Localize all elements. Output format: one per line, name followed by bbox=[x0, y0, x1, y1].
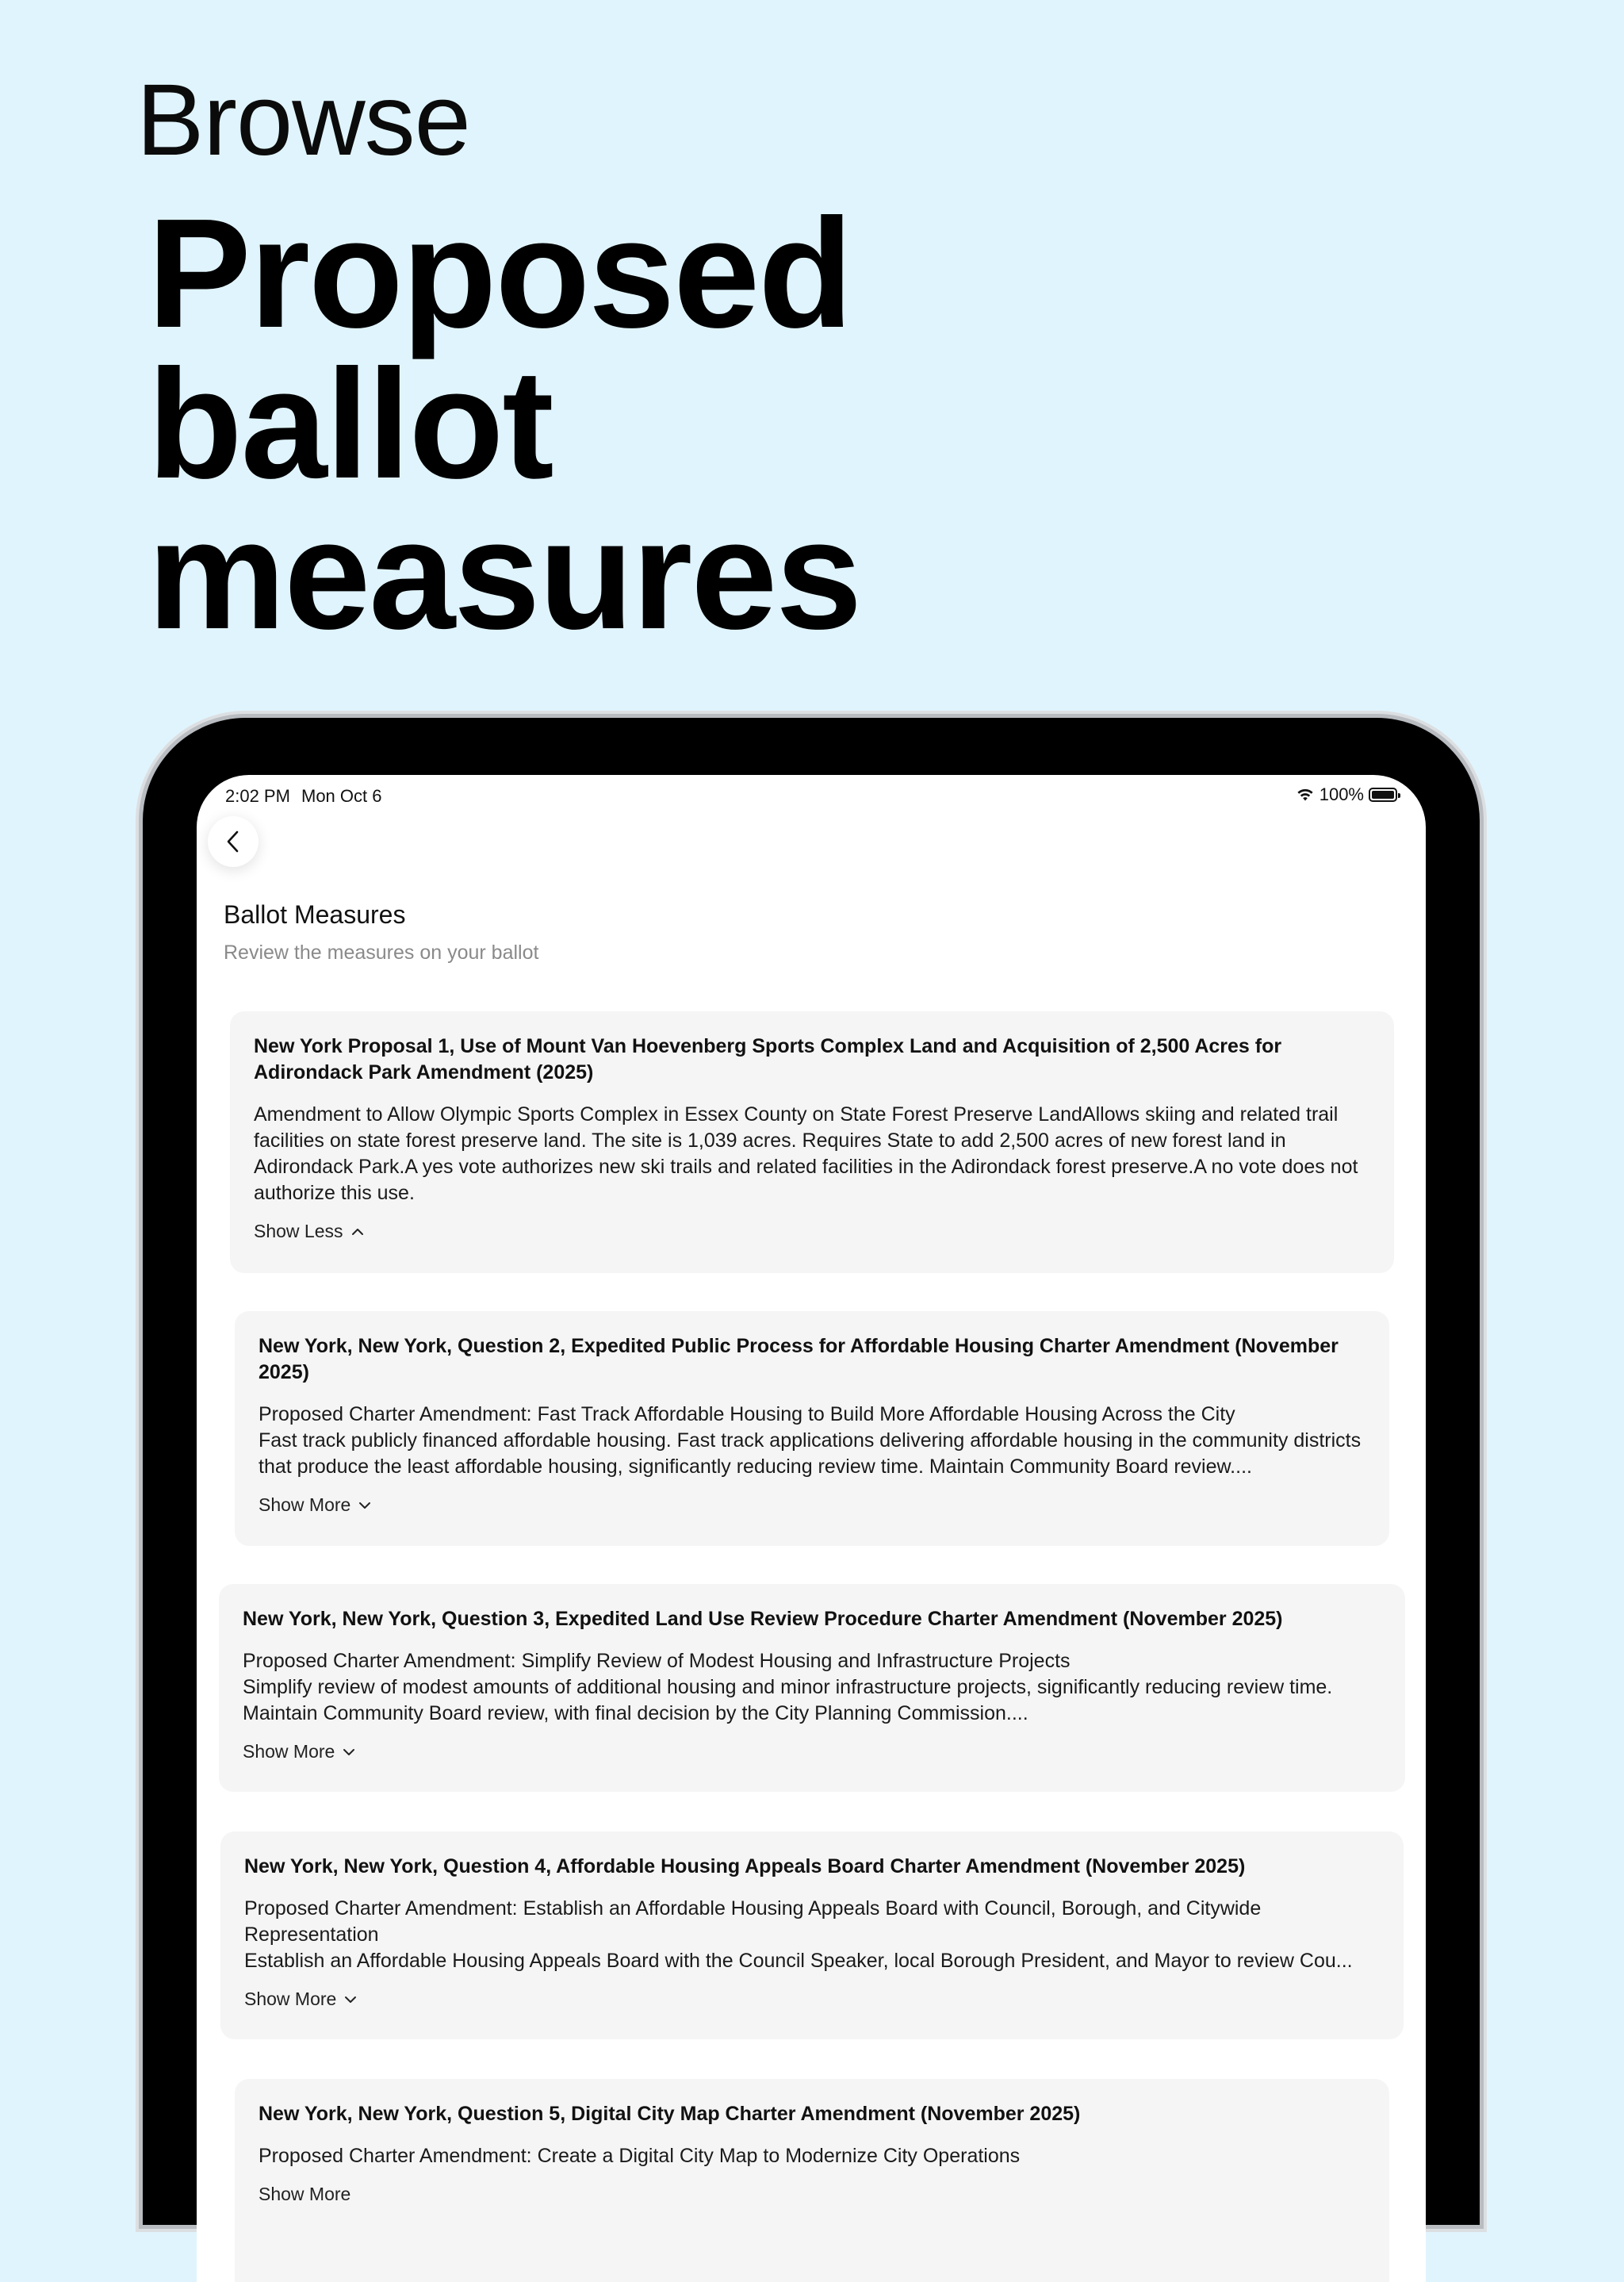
measure-card bbox=[220, 1831, 1404, 2039]
wifi-icon bbox=[1296, 788, 1315, 802]
battery-icon bbox=[1369, 788, 1397, 802]
chevron-up-icon bbox=[351, 1228, 364, 1236]
measure-description: Proposed Charter Amendment: Simplify Review of Modest Housing and Infrastructure Projects Simplify review of modest amounts of additional housing and minor infrastructure projects, significantly reducing review time. Maintain Community Board review, with final decision by the City Planning Commission.... bbox=[243, 1650, 1333, 1724]
measure-card bbox=[219, 1584, 1405, 1792]
battery-percentage: 100% bbox=[1319, 784, 1364, 804]
hero-title bbox=[147, 186, 1258, 662]
measure-description: Amendment to Allow Olympic Sports Complex in Essex County on State Forest Preserve LandAllows skiing and related trail facilities on state forest preserve land. The site is 1,039 acres. Requires State to add 2,500 acres of new forest land in Adirondack Park.A yes vote authorizes new ski trails and related facilities in the Adirondack forest preserve.A no vote does not authorize this use. bbox=[254, 1103, 1358, 1204]
show-more-button[interactable] bbox=[243, 1741, 355, 1762]
show-more-button[interactable] bbox=[259, 2184, 350, 2205]
show-more-button[interactable] bbox=[259, 1494, 371, 1516]
toggle-label: Show Less bbox=[254, 1221, 343, 1241]
toggle-label: Show More bbox=[244, 1989, 337, 2009]
measure-title: New York, New York, Question 4, Affordable Housing Appeals Board Charter Amendment (November 2025) bbox=[244, 1855, 1246, 1877]
back-button[interactable] bbox=[208, 816, 259, 867]
chevron-down-icon bbox=[358, 1502, 371, 1509]
hero-title-line: measures bbox=[147, 488, 861, 662]
measure-title: New York Proposal 1, Use of Mount Van Hoevenberg Sports Complex Land and Acquisition of 2,500 Acres for Adirondack Park Amendment (2025) bbox=[254, 1035, 1282, 1083]
status-indicators bbox=[1296, 784, 1397, 805]
status-date: Mon Oct 6 bbox=[301, 786, 382, 806]
chevron-left-icon bbox=[225, 830, 241, 853]
show-more-button[interactable] bbox=[244, 1989, 357, 2010]
app-screen bbox=[197, 775, 1426, 2282]
page-title: Ballot Measures bbox=[224, 900, 406, 929]
measure-description: Proposed Charter Amendment: Establish an Affordable Housing Appeals Board with Council, Borough, and Citywide Representation Establish an Affordable Housing Appeals Board with the Council Speaker, local Borough President, and Mayor to review Cou... bbox=[244, 1897, 1353, 1972]
hero-title-line: ballot bbox=[147, 337, 553, 511]
toggle-label: Show More bbox=[259, 1494, 351, 1515]
measure-title: New York, New York, Question 3, Expedited Land Use Review Procedure Charter Amendment (November 2025) bbox=[243, 1608, 1283, 1630]
tablet-device-frame bbox=[143, 718, 1480, 2225]
measure-description: Proposed Charter Amendment: Fast Track Affordable Housing to Build More Affordable Housing Across the City Fast track publicly financed affordable housing. Fast track applications delivering affordable housing in the community districts that produce the least affordable housing, significantly reducing review time. Maintain Community Board review.... bbox=[259, 1403, 1362, 1478]
toggle-label: Show More bbox=[243, 1741, 335, 1762]
measure-description: Proposed Charter Amendment: Create a Digital City Map to Modernize City Operations bbox=[259, 2145, 1021, 2167]
toggle-label: Show More bbox=[259, 2184, 351, 2204]
status-bar bbox=[197, 775, 1426, 815]
hero-title-line: Proposed bbox=[147, 186, 852, 360]
status-time: 2:02 PM bbox=[225, 786, 290, 806]
measure-title: New York, New York, Question 5, Digital City Map Charter Amendment (November 2025) bbox=[259, 2103, 1081, 2125]
chevron-down-icon bbox=[344, 1996, 357, 2004]
measure-card bbox=[235, 2079, 1389, 2282]
measure-card bbox=[235, 1311, 1389, 1546]
hero-eyebrow: Browse bbox=[136, 63, 470, 177]
measure-title: New York, New York, Question 2, Expedited Public Process for Affordable Housing Charter Amendment (November 2025) bbox=[259, 1335, 1339, 1383]
measure-card bbox=[230, 1011, 1394, 1273]
chevron-down-icon bbox=[343, 1748, 355, 1756]
show-less-button[interactable] bbox=[254, 1221, 364, 1242]
page-subtitle: Review the measures on your ballot bbox=[224, 942, 539, 964]
